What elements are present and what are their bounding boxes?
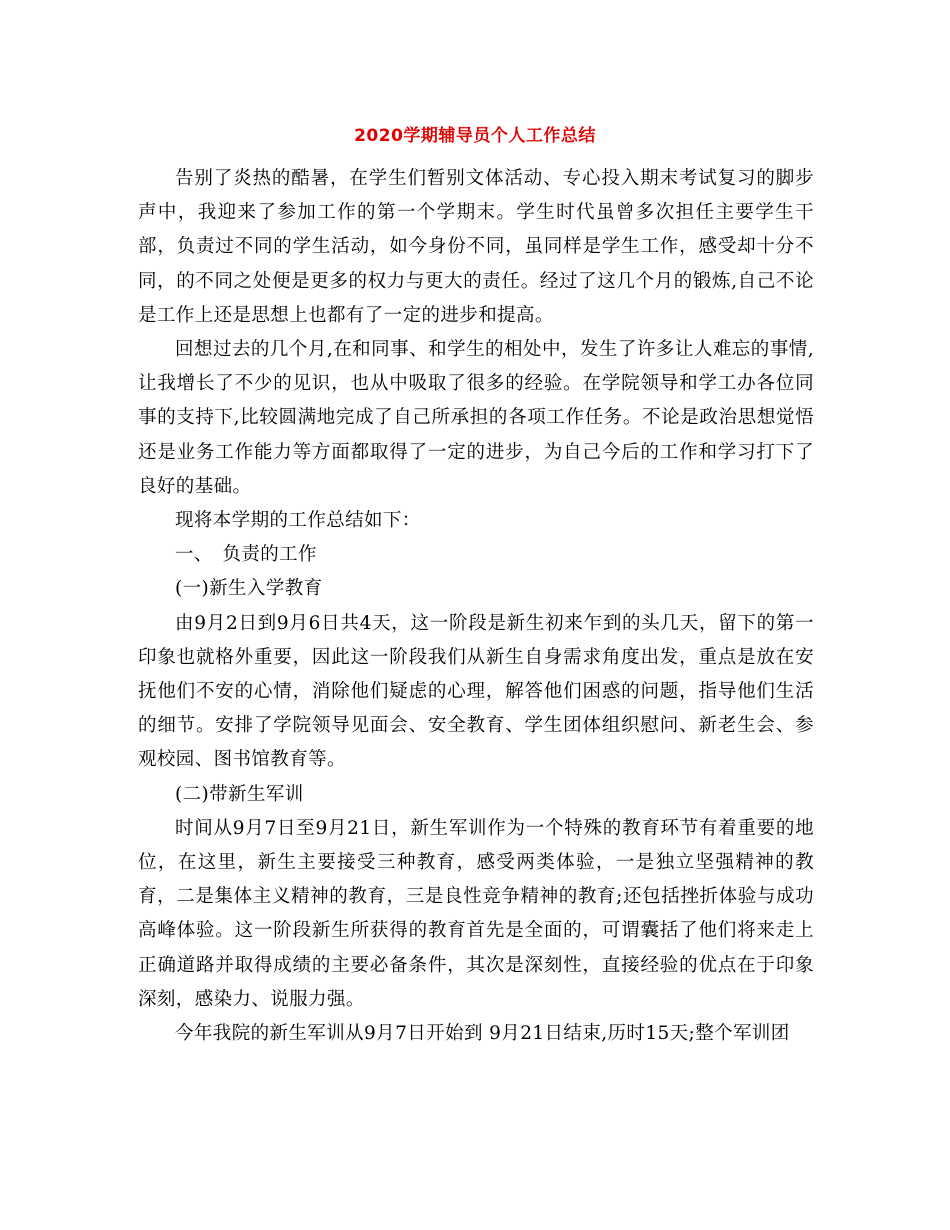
paragraph-summary-lead: 现将本学期的工作总结如下：: [175, 510, 421, 532]
subsection-heading-military-training: (二)带新生军训: [175, 783, 304, 805]
subsection-heading-orientation: (一)新生入学教育: [175, 578, 323, 600]
paragraph-intro: 告别了炎热的酷暑，在学生们暂别文体活动、专心投入期末考试复习的脚步声中，我迎来了参加工作的第一个学期末。学生时代虽曾多次担任主要学生干部，负责过不同的学生活动，如今身份不同，虽同样是学生工作，感受却十分不同，的不同之处便是更多的权力与更大的责任。经过了这几个月的锻炼,自己不论是工作上还是思想上也都有了一定的进步和提高。: [138, 168, 814, 326]
paragraph-orientation: 由9月2日到9月6日共4天，这一阶段是新生初来乍到的头几天，留下的第一印象也就格外重要，因此这一阶段我们从新生自身需求角度出发，重点是放在安抚他们不安的心情，消除他们疑虑的心理，解答他们困惑的问题，指导他们生活的细节。安排了学院领导见面会、安全教育、学生团体组织慰问、新老生会、参观校园、图书馆教育等。: [138, 612, 814, 771]
paragraph-reflection: 回想过去的几个月,在和同事、和学生的相处中，发生了许多让人难忘的事情,让我增长了不少的见识，也从中吸取了很多的经验。在学院领导和学工办各位同事的支持下,比较圆满地完成了自己所承担的各项工作任务。不论是政治思想觉悟还是业务工作能力等方面都取得了一定的进步，为自己今后的工作和学习打下了良好的基础。: [138, 339, 814, 497]
document-title: 2020学期辅导员个人工作总结: [354, 126, 596, 146]
section-heading-responsibilities: 一、 负责的工作: [175, 544, 317, 566]
paragraph-military-training: 时间从9月7日至9月21日，新生军训作为一个特殊的教育环节有着重要的地位，在这里，新生主要接受三种教育，感受两类体验，一是独立坚强精神的教育，二是集体主义精神的教育，三是良性竞争精神的教育;还包括挫折体验与成功高峰体验。这一阶段新生所获得的教育首先是全面的，可谓囊括了他们将来走上正确道路并取得成绩的主要必备条件，其次是深刻性，直接经验的优点在于印象深刻，感染力、说服力强。: [138, 817, 814, 1010]
paragraph-military-training-details: 今年我院的新生军训从9月7日开始到 9月21日结束,历时15天;整个军训团: [175, 1023, 790, 1045]
document-body: [138, 162, 814, 1051]
